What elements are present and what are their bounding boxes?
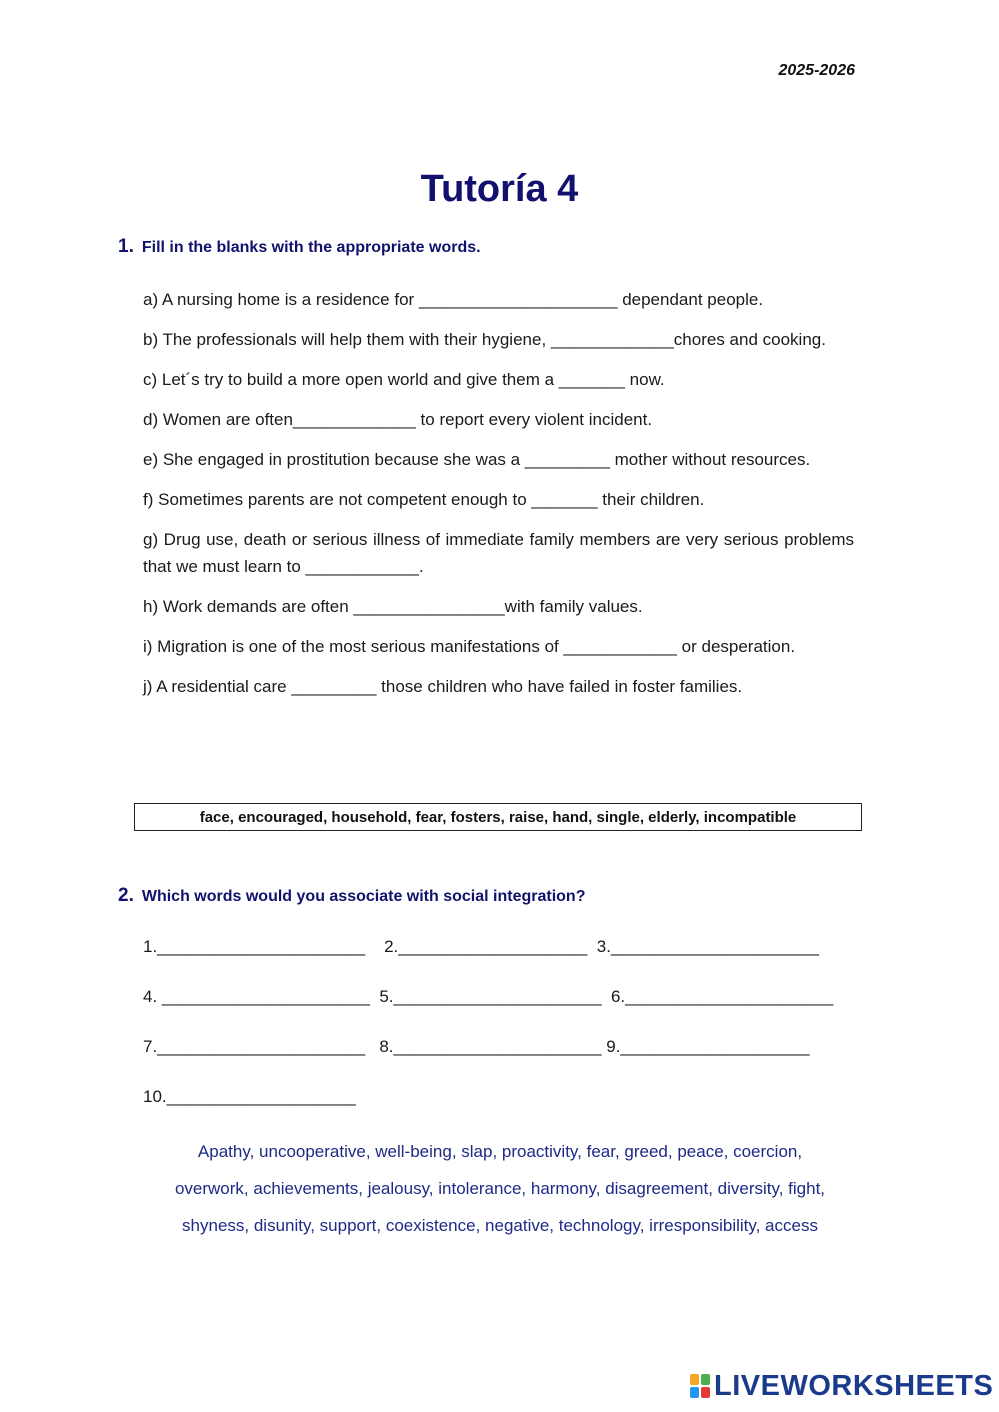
- logo-text: LIVEWORKSHEETS: [714, 1369, 994, 1402]
- exercise-1-list: [143, 286, 854, 713]
- blank-row-2[interactable]: 4. ______________________ 5.______________________ 6.______________________: [143, 987, 834, 1006]
- item-a: a) A nursing home is a residence for _____________________ dependant people.: [143, 290, 764, 309]
- logo-square-4: [701, 1387, 710, 1398]
- logo-square-2: [701, 1374, 710, 1385]
- item-f: f) Sometimes parents are not competent enough to _______ their children.: [143, 490, 705, 509]
- logo-square-3: [690, 1387, 699, 1398]
- blank-row-3[interactable]: 7.______________________ 8.______________________ 9.____________________: [143, 1037, 810, 1056]
- item-d: d) Women are often_____________ to report every violent incident.: [143, 410, 653, 429]
- word-box: face, encouraged, household, fear, fosters, raise, hand, single, elderly, incompatible: [134, 803, 862, 831]
- section-2-number: 2.: [118, 885, 134, 906]
- item-i: i) Migration is one of the most serious manifestations of ____________ or desperation.: [143, 637, 796, 656]
- section-2-heading: [118, 885, 585, 907]
- section-1-heading: [118, 236, 481, 258]
- item-b: b) The professionals will help them with their hygiene, _____________chores and cooking.: [143, 330, 826, 349]
- logo-square-1: [690, 1374, 699, 1385]
- blank-row-1[interactable]: 1.______________________ 2.____________________ 3.______________________: [143, 937, 819, 956]
- item-h: h) Work demands are often ________________with family values.: [143, 597, 643, 616]
- year-label: 2025-2026: [778, 62, 855, 79]
- item-c: c) Let´s try to build a more open world and give them a _______ now.: [143, 370, 665, 389]
- word-bank-line-3: shyness, disunity, support, coexistence, negative, technology, irresponsibility, access: [182, 1216, 818, 1235]
- word-bank-line-1: Apathy, uncooperative, well-being, slap, proactivity, fear, greed, peace, coercion,: [197, 1142, 803, 1161]
- section-1-instruction: Fill in the blanks with the appropriate words.: [141, 239, 481, 256]
- section-1-number: 1.: [118, 236, 134, 257]
- section-2-instruction: Which words would you associate with social integration?: [141, 888, 586, 905]
- word-bank: [120, 1133, 880, 1244]
- liveworksheets-logo: [690, 1368, 993, 1404]
- item-e: e) She engaged in prostitution because she was a _________ mother without resources.: [143, 450, 811, 469]
- word-bank-line-2: overwork, achievements, jealousy, intolerance, harmony, disagreement, diversity, fight,: [174, 1179, 826, 1198]
- logo-mark-icon: [690, 1374, 710, 1398]
- item-g: g) Drug use, death or serious illness of immediate family members are very serious problems that we must learn to ____________.: [143, 530, 854, 576]
- blank-row-4[interactable]: 10.____________________: [143, 1087, 356, 1106]
- item-j: j) A residential care _________ those children who have failed in foster families.: [143, 677, 743, 696]
- page-title: Tutoría 4: [420, 168, 579, 210]
